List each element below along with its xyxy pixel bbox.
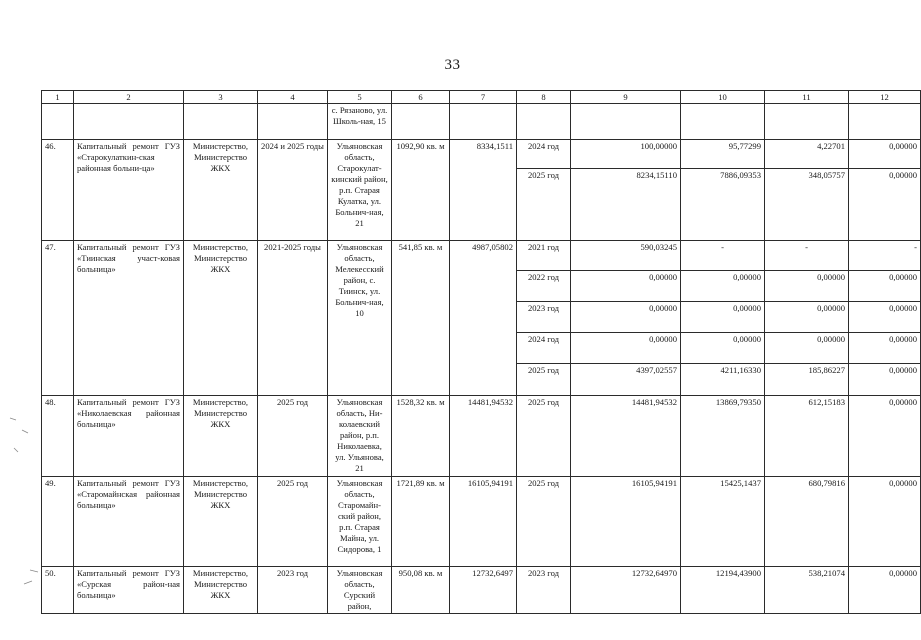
cell-value: 4211,16330 <box>681 364 765 396</box>
cell-value: 680,79816 <box>765 477 849 567</box>
cell-area: 950,08 кв. м <box>392 567 450 614</box>
cell-name: Капитальный ремонт ГУЗ «Старокулаткин-ская районная больни-ца» <box>74 140 184 241</box>
cell-value: 590,03245 <box>571 241 681 271</box>
table-row <box>42 140 921 169</box>
cell-name: Капитальный ремонт ГУЗ «Николаевская районная больница» <box>74 396 184 477</box>
cell-num: 47. <box>42 241 74 396</box>
cell-total <box>450 104 517 140</box>
table-header-row <box>42 91 921 104</box>
column-header: 11 <box>765 91 849 104</box>
column-header: 12 <box>849 91 921 104</box>
cell-address: Ульяновская область, Сурский район, <box>328 567 392 614</box>
cell-value: 0,00000 <box>571 271 681 302</box>
cell-value: 0,00000 <box>681 302 765 333</box>
column-header: 5 <box>328 91 392 104</box>
cell-year: 2025 год <box>517 169 571 241</box>
cell-period <box>258 104 328 140</box>
cell-value: 0,00000 <box>849 140 921 169</box>
cell-period: 2023 год <box>258 567 328 614</box>
column-header: 4 <box>258 91 328 104</box>
cell-address: Ульяновская область, Старомайн-ский район, р.п. Старая Майна, ул. Сидорова, 1 <box>328 477 392 567</box>
cell-year: 2024 год <box>517 140 571 169</box>
cell-value: 0,00000 <box>849 271 921 302</box>
cell-period: 2024 и 2025 годы <box>258 140 328 241</box>
cell-name: Капитальный ремонт ГУЗ «Тиинская участ-ковая больница» <box>74 241 184 396</box>
cell-address: Ульяновская область, Мелекесский район, с. Тиинск, ул. Больнич-ная, 10 <box>328 241 392 396</box>
table-row <box>42 567 921 614</box>
cell-value: 95,77299 <box>681 140 765 169</box>
column-header: 6 <box>392 91 450 104</box>
cell-value: 0,00000 <box>849 333 921 364</box>
page-number: 33 <box>444 57 461 73</box>
cell-area: 1528,32 кв. м <box>392 396 450 477</box>
cell-value: 4397,02557 <box>571 364 681 396</box>
cell-num: 49. <box>42 477 74 567</box>
cell-value <box>849 104 921 140</box>
cell-area: 541,85 кв. м <box>392 241 450 396</box>
cell-year: 2024 год <box>517 333 571 364</box>
cell-year: 2025 год <box>517 364 571 396</box>
cell-year: 2023 год <box>517 567 571 614</box>
cell-period: 2025 год <box>258 477 328 567</box>
cell-name: Капитальный ремонт ГУЗ «Старомайнская районная больница» <box>74 477 184 567</box>
cell-year: 2025 год <box>517 396 571 477</box>
cell-value: 100,00000 <box>571 140 681 169</box>
cell-value: 0,00000 <box>849 302 921 333</box>
cell-address: с. Рязаново, ул. Школь-ная, 15 <box>328 104 392 140</box>
cell-customer <box>184 104 258 140</box>
cell-customer: Министерство, Министерство ЖКХ <box>184 396 258 477</box>
cell-name: Капитальный ремонт ГУЗ «Сурская район-ная больница» <box>74 567 184 614</box>
cell-customer: Министерство, Министерство ЖКХ <box>184 477 258 567</box>
cell-year: 2022 год <box>517 271 571 302</box>
cell-customer: Министерство, Министерство ЖКХ <box>184 241 258 396</box>
cell-value <box>571 104 681 140</box>
cell-num: 50. <box>42 567 74 614</box>
budget-table <box>41 90 921 614</box>
cell-value: 612,15183 <box>765 396 849 477</box>
cell-value: 7886,09353 <box>681 169 765 241</box>
cell-customer: Министерство, Министерство ЖКХ <box>184 140 258 241</box>
cell-value: 0,00000 <box>765 333 849 364</box>
column-header: 2 <box>74 91 184 104</box>
cell-value: 538,21074 <box>765 567 849 614</box>
cell-year: 2025 год <box>517 477 571 567</box>
column-header: 7 <box>450 91 517 104</box>
cell-year: 2021 год <box>517 241 571 271</box>
cell-value: - <box>765 241 849 271</box>
cell-value: 0,00000 <box>765 302 849 333</box>
cell-address: Ульяновская область, Ни-колаевский район, р.п. Николаевка, ул. Ульянова, 21 <box>328 396 392 477</box>
cell-value: - <box>849 241 921 271</box>
cell-value: 15425,1437 <box>681 477 765 567</box>
cell-num <box>42 104 74 140</box>
cell-value: - <box>681 241 765 271</box>
cell-value: 0,00000 <box>571 302 681 333</box>
cell-value: 13869,79350 <box>681 396 765 477</box>
column-header: 9 <box>571 91 681 104</box>
column-header: 1 <box>42 91 74 104</box>
cell-value: 0,00000 <box>849 169 921 241</box>
cell-period: 2025 год <box>258 396 328 477</box>
cell-area <box>392 104 450 140</box>
table-row <box>42 241 921 271</box>
cell-value <box>681 104 765 140</box>
cell-value: 4,22701 <box>765 140 849 169</box>
table-row-continuation <box>42 104 921 140</box>
cell-value: 0,00000 <box>849 567 921 614</box>
cell-num: 48. <box>42 396 74 477</box>
cell-name <box>74 104 184 140</box>
cell-total: 8334,1511 <box>450 140 517 241</box>
column-header: 3 <box>184 91 258 104</box>
cell-value: 348,05757 <box>765 169 849 241</box>
cell-year <box>517 104 571 140</box>
cell-value: 0,00000 <box>681 333 765 364</box>
cell-value: 0,00000 <box>571 333 681 364</box>
cell-area: 1721,89 кв. м <box>392 477 450 567</box>
cell-value: 0,00000 <box>849 477 921 567</box>
cell-customer: Министерство, Министерство ЖКХ <box>184 567 258 614</box>
cell-value: 8234,15110 <box>571 169 681 241</box>
cell-value: 0,00000 <box>849 364 921 396</box>
cell-address: Ульяновская область, Старокулат-кинский район, р.п. Старая Кулатка, ул. Больнич-ная, 21 <box>328 140 392 241</box>
cell-num: 46. <box>42 140 74 241</box>
cell-value <box>765 104 849 140</box>
cell-total: 4987,05802 <box>450 241 517 396</box>
table-row <box>42 477 921 567</box>
cell-year: 2023 год <box>517 302 571 333</box>
table-row <box>42 396 921 477</box>
cell-area: 1092,90 кв. м <box>392 140 450 241</box>
column-header: 8 <box>517 91 571 104</box>
cell-value: 12732,64970 <box>571 567 681 614</box>
cell-value: 14481,94532 <box>571 396 681 477</box>
cell-total: 16105,94191 <box>450 477 517 567</box>
cell-value: 16105,94191 <box>571 477 681 567</box>
cell-value: 12194,43900 <box>681 567 765 614</box>
cell-value: 0,00000 <box>681 271 765 302</box>
column-header: 10 <box>681 91 765 104</box>
cell-total: 14481,94532 <box>450 396 517 477</box>
cell-value: 185,86227 <box>765 364 849 396</box>
cell-total: 12732,6497 <box>450 567 517 614</box>
cell-period: 2021-2025 годы <box>258 241 328 396</box>
cell-value: 0,00000 <box>765 271 849 302</box>
cell-value: 0,00000 <box>849 396 921 477</box>
